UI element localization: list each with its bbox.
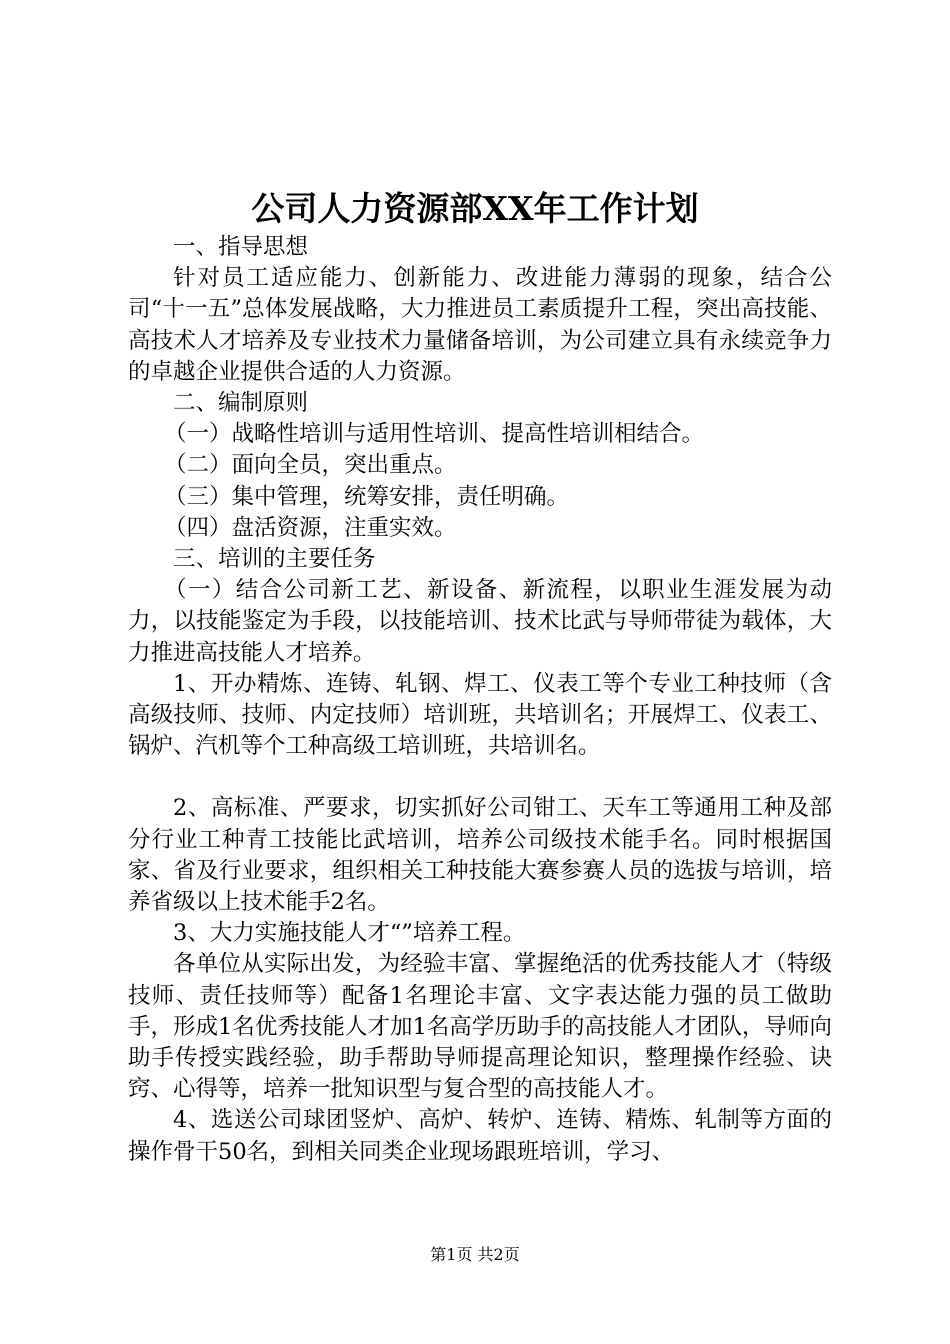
principle-item-2: （二）面向全员，突出重点。: [164, 452, 457, 479]
document-body: [128, 232, 832, 1168]
task-item-3: 3、大力实施技能人才“”培养工程。: [173, 920, 526, 947]
task-item-4: 4、选送公司球团竖炉、高炉、转炉、连铸、精炼、轧制等方面的操作骨干50名，到相关同类企业现场跟班培训，学习、: [128, 1107, 832, 1165]
paragraph-guiding-thought: 针对员工适应能力、创新能力、改进能力薄弱的现象，结合公司“十一五”总体发展战略，大力推进员工素质提升工程，突出高技能、高技术人才培养及专业技术力量储备培训，为公司建立具有永续竞争力的卓越企业提供合适的人力资源。: [128, 265, 832, 385]
task-item-1: 1、开办精炼、连铸、轧钢、焊工、仪表工等个专业工种技师（含高级技师、技师、内定技师）培训班，共培训名；开展焊工、仪表工、锅炉、汽机等个工种高级工培训班，共培训名。: [128, 670, 832, 760]
principle-item-1: （一）战略性培训与适用性培训、提高性培训相结合。: [164, 421, 705, 448]
document-title: 公司人力资源部XX年工作计划: [251, 189, 699, 228]
section-heading-principles: 二、编制原则: [173, 390, 309, 417]
task-paragraph-1: （一）结合公司新工艺、新设备、新流程，以职业生涯发展为动力，以技能鉴定为手段，以技能培训、技术比武与导师带徒为载体，大力推进高技能人才培养。: [128, 577, 832, 666]
principle-item-4: （四）盘活资源，注重实效。: [164, 514, 457, 541]
task-item-3-detail: 各单位从实际出发，为经验丰富、掌握绝活的优秀技能人才（特级技师、责任技师等）配备1名理论丰富、文字表达能力强的员工做助手，形成1名优秀技能人才加1名高学历助手的高技能人才团队，导师向助手传授实践经验，助手帮助导师提高理论知识，整理操作经验、诀窍、心得等，培养一批知识型与复合型的高技能人才。: [128, 951, 832, 1103]
section-heading-main-tasks: 三、培训的主要任务: [173, 546, 376, 573]
section-heading-guiding-thought: 一、指导思想: [173, 234, 309, 260]
task-item-2: 2、高标准、严要求，切实抓好公司钳工、天车工等通用工种及部分行业工种青工技能比武培训，培养公司级技术能手名。同时根据国家、省及行业要求，组织相关工种技能大赛参赛人员的选拔与培训，培养省级以上技术能手2名。: [128, 795, 832, 916]
page-footer: 第1页 共2页: [430, 1245, 520, 1264]
principle-item-3: （三）集中管理，统筹安排，责任明确。: [164, 483, 570, 510]
